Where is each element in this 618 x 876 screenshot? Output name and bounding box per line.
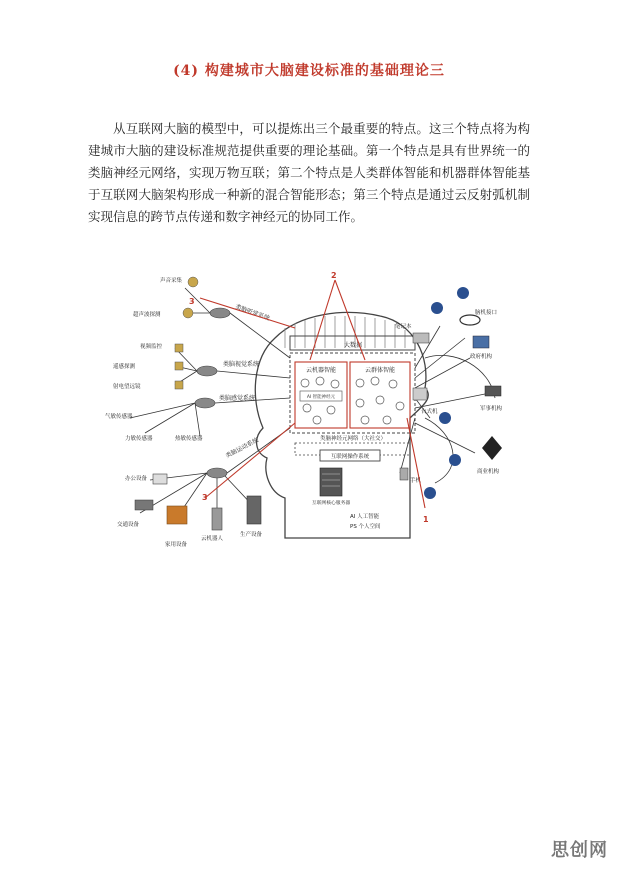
label-production: 生产设备 (240, 532, 263, 538)
phone-icon (400, 468, 408, 480)
watermark-logo: 思创网 (551, 840, 608, 861)
person-icon (431, 302, 443, 314)
label-office: 办公设备 (125, 476, 148, 482)
system-visual: 类脑视觉系统 (223, 361, 260, 368)
label-ultrasonic: 超声波探测 (133, 312, 161, 318)
label-government: 政府机构 (470, 354, 493, 360)
robot-icon (212, 508, 222, 530)
label-business: 商业机构 (477, 469, 500, 475)
legend-ai: AI 人工智能 (350, 514, 380, 520)
traffic-device-icon (135, 500, 153, 510)
label-home: 家用设备 (165, 542, 188, 548)
person-icon (424, 487, 436, 499)
legend-ps: PS 个人空间 (350, 524, 381, 530)
internet-brain-diagram (95, 268, 525, 550)
label-traffic: 交通设备 (117, 522, 140, 528)
label-radar: 射电望远镜 (113, 384, 141, 390)
person-icon (439, 412, 451, 424)
neuron-nodes (301, 377, 404, 424)
label-heat: 热敏传感器 (175, 436, 203, 442)
person-icon (457, 287, 469, 299)
label-military: 军事机构 (480, 406, 503, 412)
marker-3-bottom: 3 (202, 493, 208, 502)
sns-label: 类脑神经元网络（大社交） (319, 436, 387, 442)
home-device-icon (167, 506, 187, 524)
body-paragraph: 从互联网大脑的模型中，可以提炼出三个最重要的特点。这三个特点将为构建城市大脑的建设标准规范提供重要的理论基础。第一个特点是具有世界统一的类脑神经元网络，实现万物互联；第二个特点是人类群体智能和机器群体智能基于互联网大脑架构形成一种新的混合智能形态；第三个特点是通过云反射弧机制实现信息的跨节点传递和数字神经元的协同工作。 (88, 121, 530, 224)
label-remote: 遥感探测 (113, 364, 136, 370)
section-title: (4) 构建城市大脑建设标准的基础理论三 (173, 63, 445, 79)
big-data-label: 大数据 (343, 342, 363, 349)
military-icon (485, 386, 501, 396)
office-device-icon (153, 474, 167, 484)
government-icon (473, 336, 489, 348)
label-sound: 声音采集 (160, 278, 183, 284)
label-gas: 气敏传感器 (105, 414, 133, 420)
business-icon (482, 436, 502, 460)
label-force: 力敏传感器 (125, 436, 153, 442)
marker-1: 1 (423, 515, 429, 524)
production-icon (247, 496, 261, 524)
system-sensory: 类脑感觉系统 (219, 395, 256, 402)
os-label: 互联网操作系统 (330, 454, 370, 460)
label-phone: 手机 (410, 478, 422, 484)
laptop-icon (413, 333, 429, 343)
label-brain-interface: 脑机接口 (475, 310, 498, 316)
brain-interface-icon (460, 315, 480, 325)
label-video: 视频监控 (140, 344, 163, 350)
marker-3-top: 3 (189, 297, 195, 306)
system-auditory: 类脑听觉系统 (234, 303, 271, 323)
system-motor: 类脑运动系统 (224, 436, 260, 460)
desktop-icon (413, 388, 427, 400)
core-servers-label: 互联网核心服务器 (311, 501, 351, 506)
ai-core-label: AI 智能神经元 (306, 395, 336, 400)
group-intel-label: 云群体智能 (364, 367, 396, 374)
reflex-arcs (200, 280, 425, 508)
person-icon (449, 454, 461, 466)
server-stack-icon (320, 468, 342, 496)
label-robot: 云机器人 (201, 536, 224, 542)
machine-intel-label: 云机器智能 (305, 367, 337, 374)
label-desktop: 台式机 (421, 409, 438, 415)
label-laptop: 笔记本 (395, 324, 412, 330)
marker-2: 2 (331, 271, 337, 280)
